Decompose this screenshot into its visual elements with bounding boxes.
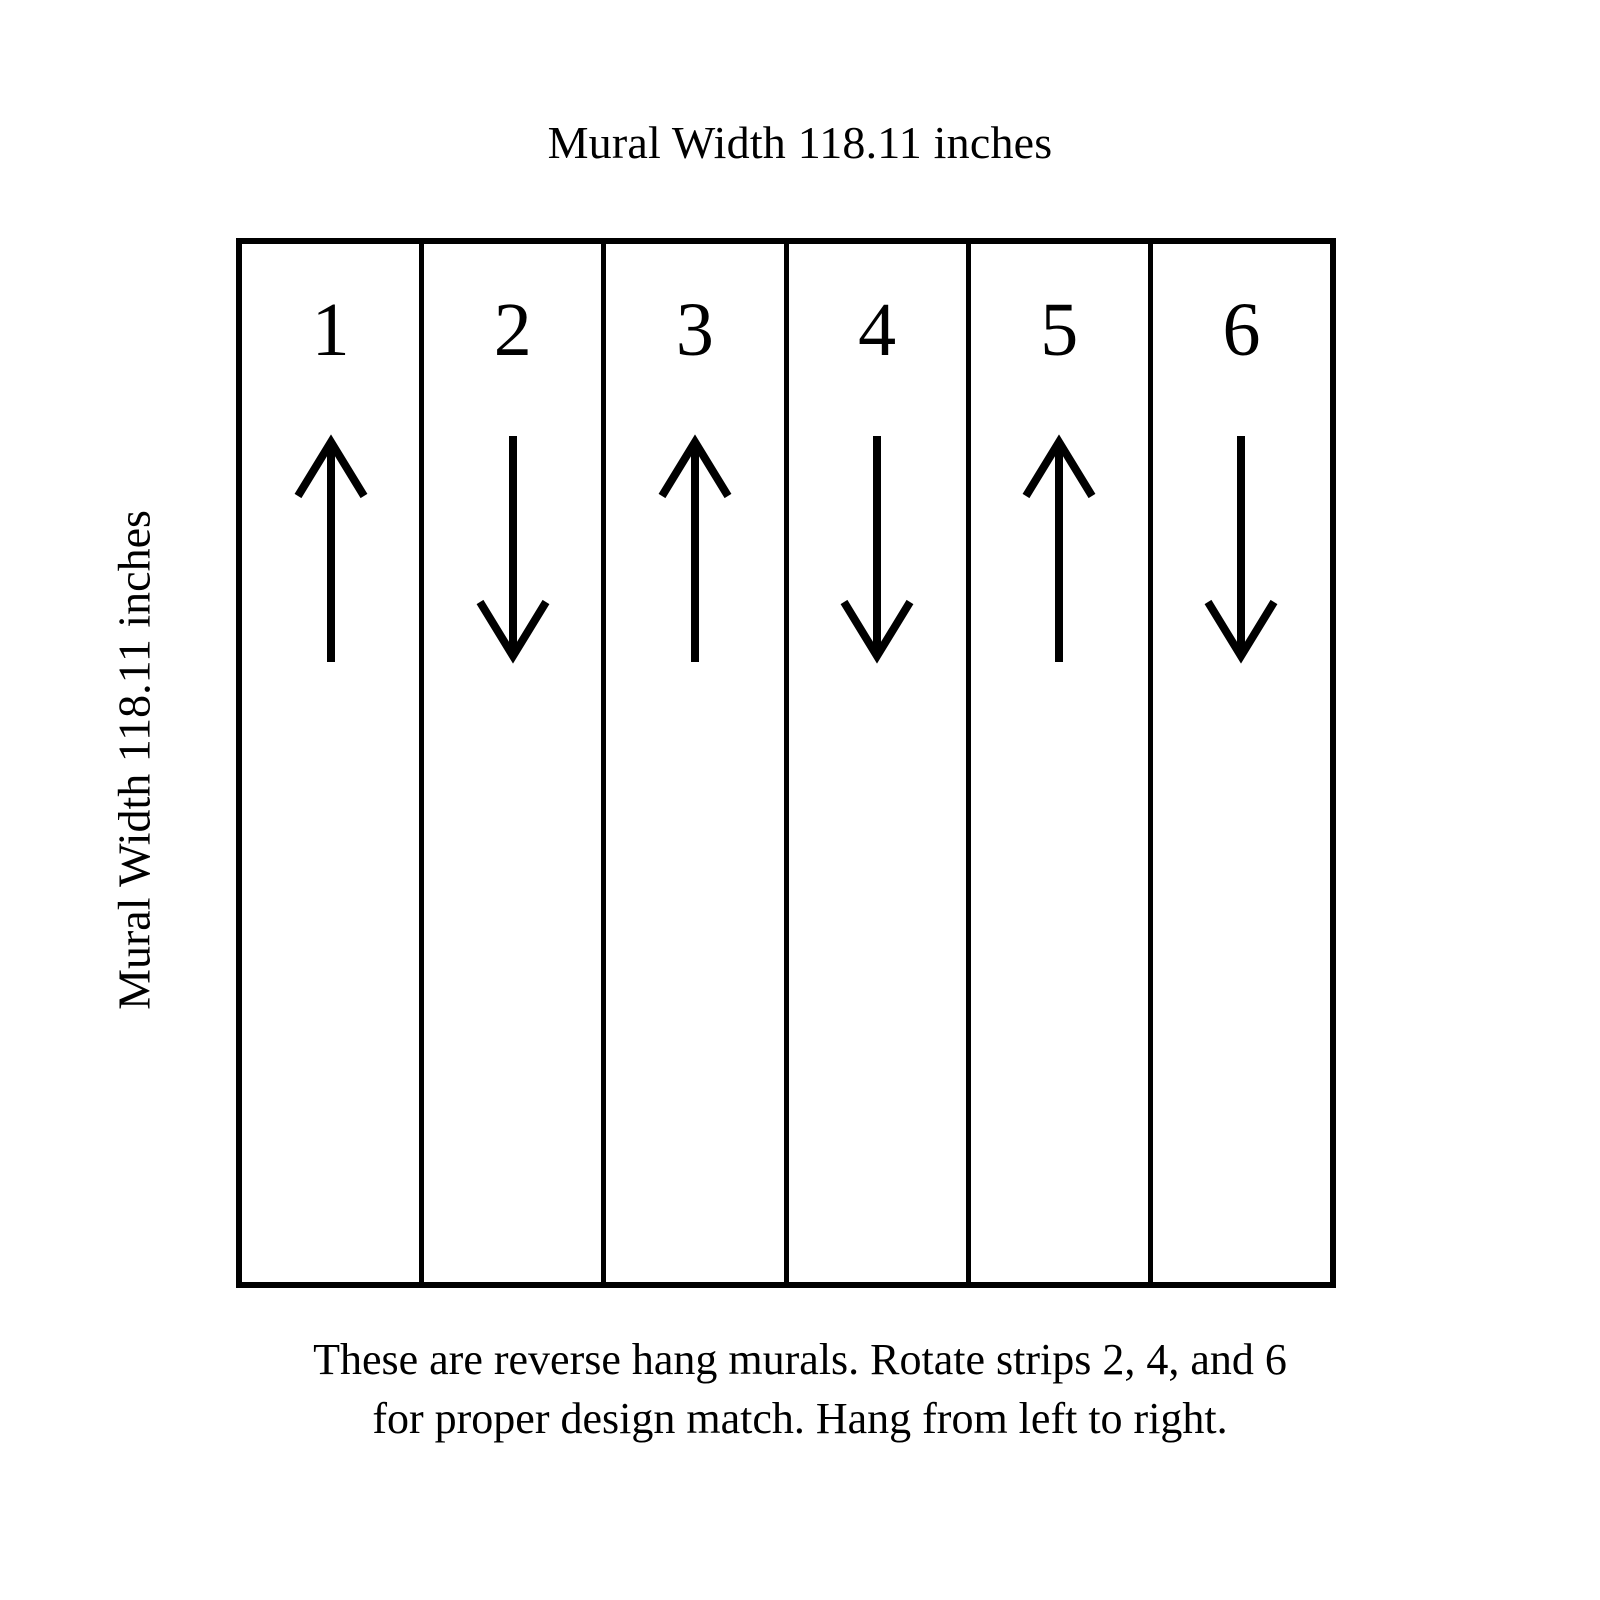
hanging-instructions-line-2: for proper design match. Hang from left to right. xyxy=(372,1394,1228,1444)
mural-panel-group xyxy=(236,238,1336,1288)
hanging-instructions-line-1: These are reverse hang murals. Rotate strips 2, 4, and 6 xyxy=(313,1335,1287,1384)
mural-strip-6 xyxy=(1153,244,1330,1282)
arrow-up-icon xyxy=(650,434,740,664)
strip-number-1: 1 xyxy=(311,288,350,372)
arrow-down-icon xyxy=(832,434,922,664)
mural-strip-3 xyxy=(606,244,788,1282)
strip-number-6: 6 xyxy=(1222,288,1261,372)
strip-number-4: 4 xyxy=(858,288,897,372)
mural-width-left-label: Mural Width 118.11 inches xyxy=(108,510,160,1010)
arrow-down-icon xyxy=(468,434,558,664)
strip-number-3: 3 xyxy=(675,288,714,372)
strip-number-2: 2 xyxy=(493,288,532,372)
mural-width-left-label-wrapper xyxy=(100,420,170,1100)
arrow-up-icon xyxy=(1014,434,1104,664)
strip-number-5: 5 xyxy=(1040,288,1079,372)
mural-strip-4 xyxy=(789,244,971,1282)
hanging-instructions xyxy=(150,1330,1450,1449)
arrow-down-icon xyxy=(1196,434,1286,664)
mural-strip-2 xyxy=(424,244,606,1282)
mural-width-top-label: Mural Width 118.11 inches xyxy=(547,117,1053,168)
arrow-up-icon xyxy=(286,434,376,664)
mural-strip-1 xyxy=(242,244,424,1282)
mural-strip-5 xyxy=(971,244,1153,1282)
